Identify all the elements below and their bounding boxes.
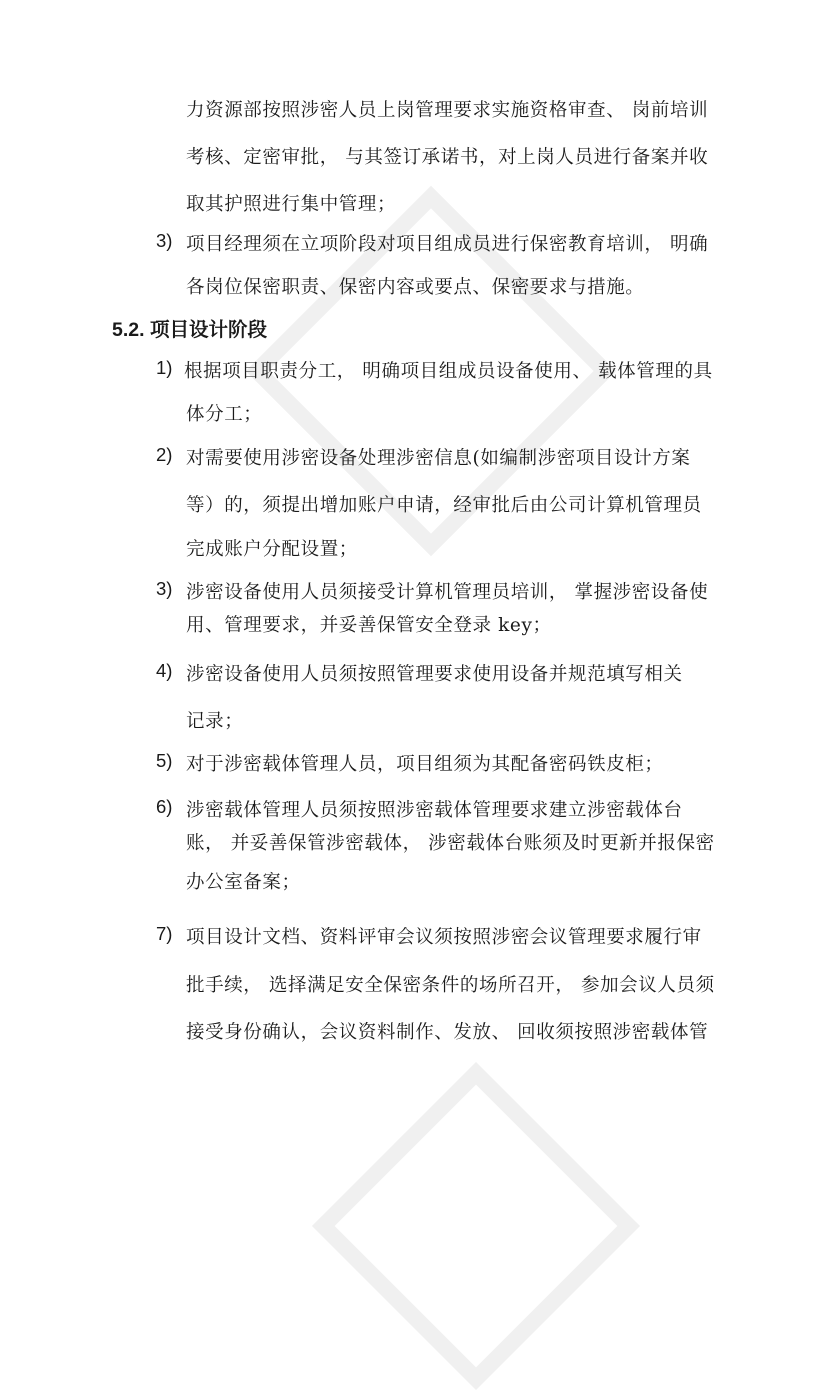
text-line: 完成账户分配设置；	[186, 539, 358, 560]
text-line: 项目设计文档、资料评审会议须按照涉密会议管理要求履行审	[186, 927, 702, 948]
text-line: 对于涉密载体管理人员，项目组须为其配备密码铁皮柜；	[186, 754, 664, 775]
section-heading: 5.2. 项目设计阶段	[112, 319, 267, 341]
list-number: 3)	[156, 578, 173, 599]
text-line: 等）的，须提出增加账户申请，经审批后由公司计算机管理员	[186, 495, 702, 516]
text-line: 涉密载体管理人员须按照涉密载体管理要求建立涉密载体台	[186, 800, 683, 821]
text-line: 涉密设备使用人员须按照管理要求使用设备并规范填写相关	[186, 664, 683, 685]
text-line: 办公室备案；	[186, 872, 301, 893]
text-line: 批手续， 选择满足安全保密条件的场所召开， 参加会议人员须	[186, 975, 715, 996]
text-line: 用、管理要求，并妥善保管安全登录 key；	[186, 615, 552, 636]
text-line: 涉密设备使用人员须接受计算机管理员培训， 掌握涉密设备使	[186, 582, 709, 603]
text-line: 力资源部按照涉密人员上岗管理要求实施资格审查、 岗前培训	[186, 100, 709, 121]
text-line: 项目经理须在立项阶段对项目组成员进行保密教育培训， 明确	[186, 234, 709, 255]
text-line: 记录；	[186, 711, 244, 732]
text-line: 体分工；	[186, 404, 263, 425]
text-line: 各岗位保密职责、保密内容或要点、保密要求与措施。	[186, 277, 645, 298]
text-line: 取其护照进行集中管理；	[186, 194, 397, 215]
text-line: 考核、定密审批， 与其签订承诺书，对上岗人员进行备案并收	[186, 147, 709, 168]
list-number: 7)	[156, 923, 173, 944]
list-number: 6)	[156, 796, 173, 817]
text-line: 根据项目职责分工， 明确项目组成员设备使用、 载体管理的具	[184, 361, 713, 382]
text-line: 接受身份确认，会议资料制作、发放、 回收须按照涉密载体管	[186, 1022, 709, 1043]
list-number: 5)	[156, 750, 173, 771]
list-number: 2)	[156, 444, 173, 465]
list-number: 1)	[156, 357, 173, 378]
list-number: 4)	[156, 660, 173, 681]
text-line: 对需要使用涉密设备处理涉密信息(如编制涉密项目设计方案	[186, 448, 691, 469]
list-number: 3)	[156, 230, 173, 251]
text-line: 账， 并妥善保管涉密载体， 涉密载体台账须及时更新并报保密	[186, 833, 715, 854]
